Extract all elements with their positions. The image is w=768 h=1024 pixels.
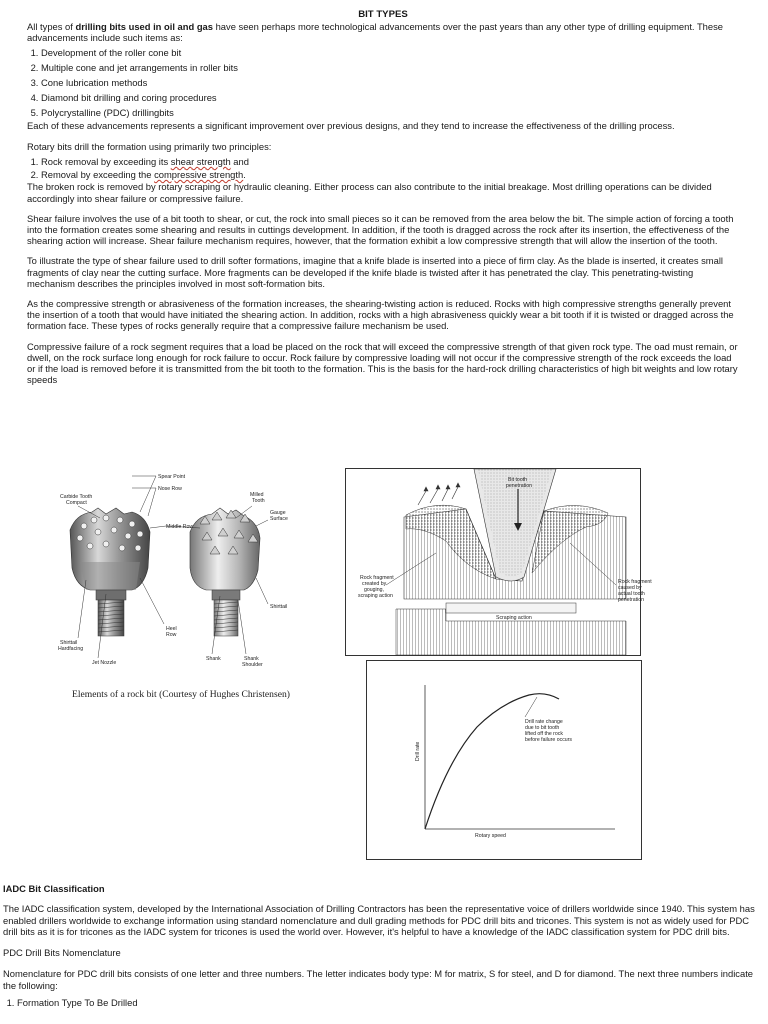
label-scraping-action: Scraping action: [496, 615, 532, 621]
insert-bit-image: [70, 508, 150, 636]
annotation-line: Drill rate change: [525, 719, 563, 725]
intro-paragraph: [27, 21, 739, 43]
label-shirttail-hardfacing: Shirttail: [60, 640, 78, 646]
label-actual-tooth: actual tooth: [618, 591, 645, 597]
label-bit-tooth: Bit tooth: [508, 477, 528, 483]
advancements-list: [27, 46, 739, 120]
label-heel: Heel: [166, 626, 177, 632]
principle-text: Rock removal by exceeding its: [41, 155, 171, 167]
list-item: [41, 168, 739, 181]
principle-text: Removal by exceeding the: [41, 169, 155, 181]
label-created-by: created by: [362, 581, 387, 587]
list-item: 1. Development of the roller cone bit: [41, 46, 739, 61]
label-shank-shoulder: Shank: [244, 656, 259, 662]
label-scraping-action-left: scraping action: [358, 593, 393, 599]
principle-text: and: [230, 155, 249, 167]
bit-figure-caption: Elements of a rock bit (Courtesy of Hughes Christensen): [72, 689, 290, 700]
label-caused-by: caused by: [618, 585, 642, 591]
label-milled: Milled: [250, 492, 264, 498]
document-body: [27, 9, 739, 385]
list-item: 3. Cone lubrication methods: [41, 76, 739, 91]
intro-text-cont: have seen perhaps more technological advancements over the past years than any other type of drilling equipment. These advancements include such items as:: [27, 21, 724, 44]
intro-bold-text: drilling bits used in oil and gas: [75, 21, 213, 32]
tooth-penetration-diagram: [346, 469, 652, 655]
label-penetration: penetration: [506, 483, 532, 489]
list-item: 4. Diamond bit drilling and coring procedures: [41, 91, 739, 106]
label-compact: Compact: [66, 500, 87, 506]
list-item: 2. Multiple cone and jet arrangements in roller bits: [41, 61, 739, 76]
iadc-heading: IADC Bit Classification: [3, 883, 105, 894]
list-item: 1. Formation Type To Be Drilled: [17, 997, 763, 1008]
principles-list: [27, 155, 739, 182]
rock-bit-figure: [40, 468, 310, 700]
label-row: Row: [166, 632, 177, 638]
compressive-strength-link[interactable]: compressive strength: [154, 169, 244, 181]
list-item: 5. Polycrystalline (PDC) drillingbits: [41, 106, 739, 121]
drill-rate-curve: [425, 694, 559, 829]
page-title: BIT TYPES: [358, 9, 408, 20]
intro-text: All types of: [27, 21, 76, 32]
drill-rate-graph: [366, 660, 642, 860]
illustration-paragraph: To illustrate the type of shear failure used to drill softer formations, imagine that a knife blade is inserted into a piece of firm clay. As the blade is inserted, it creates small fragments of clay near the cutting surface. More fragments can be developed if the knife blade is twisted after it has penetrated the clay. This penetrating-twisting mechanism describes the principles involved in most soft-formation bits.: [27, 255, 723, 289]
label-tooth: Tooth: [252, 498, 265, 504]
label-middle-row: Middle Row: [166, 524, 194, 530]
label-nose-row: Nose Row: [158, 486, 182, 492]
annotation-line: before failure occurs: [525, 737, 572, 743]
y-axis-label: Drill rate: [415, 741, 421, 761]
shear-strength-link[interactable]: shear strength: [170, 155, 231, 167]
rock-bit-illustration: [40, 468, 310, 700]
principle-text: .: [243, 169, 246, 181]
curve-annotation: [525, 719, 572, 743]
principles-intro: Rotary bits drill the formation using primarily two principles:: [27, 140, 272, 152]
label-penetration-right: penetration: [618, 597, 644, 603]
label-gouging: gouging,: [364, 587, 384, 593]
label-gauge: Gauge: [270, 510, 286, 516]
list-item: [41, 155, 739, 168]
broken-rock-paragraph: The broken rock is removed by rotary scraping or hydraulic cleaning. Either process can also contribute to the initial breakage. Most drilling operations can be divided accordingly into shear failure or compressive failure.: [27, 181, 712, 204]
milled-tooth-bit-image: [190, 508, 260, 636]
pdc-nomenclature-paragraph: Nomenclature for PDC drill bits consists of one letter and three numbers. The letter indicates body type: M for matrix, S for steel, and D for diamond. The next three numbers indicate the following:: [3, 968, 754, 991]
label-shoulder: Shoulder: [242, 662, 263, 668]
label-jet-nozzle: Jet Nozzle: [92, 660, 117, 666]
label-carbide-tooth: Carbide Tooth: [60, 494, 93, 500]
label-hardfacing: Hardfacing: [58, 646, 84, 652]
tooth-penetration-figure: [345, 468, 652, 656]
advancements-paragraph: Each of these advancements represents a significant improvement over previous designs, and they tend to increase the effectiveness of the drilling process.: [27, 120, 675, 132]
label-spear-point: Spear Point: [158, 474, 186, 480]
compressive-failure-paragraph: Compressive failure of a rock segment requires that a load be placed on the rock that will exceed the compressive strength of that given rock type. The oad must remain, or dwell, on the rock surface long enough for rock failure to occur. Rock failure by compressive loading will not occur if the compressive strength of the rock exceeds the load or if the load is removed before it is transmitted from the bit tooth to the formation. This is the basis for the hard-rock drilling characteristics of high bit weights and low rotary speeds: [27, 340, 738, 386]
pdc-nomenclature-heading: PDC Drill Bits Nomenclature: [3, 947, 121, 959]
label-surface: Surface: [270, 516, 288, 522]
x-axis-label: Rotary speed: [475, 833, 506, 839]
label-shirttail: Shirttail: [270, 604, 288, 610]
label-rock-fragment-left: Rock fragment: [360, 575, 394, 581]
label-rock-fragment-right: Rock fragment: [618, 579, 652, 585]
iadc-section: [3, 883, 763, 1008]
annotation-line: lifted off the rock: [525, 731, 563, 737]
iadc-paragraph: The IADC classification system, developed by the International Association of Drilling Contractors has been the representative voice of drillers worldwide since 1940. This system has enabled drillers worldwide to exchange information using standard nomenclature and dull grading methods for PDC drill bits and tricones. This system is not as widely used for PDC drill bits as it is for tricones as the IADC system for tricones is used the world over. However, it's helpful to have a knowledge of the IADC classification system for PDC drill bits.: [3, 903, 755, 937]
shear-failure-paragraph: Shear failure involves the use of a bit tooth to shear, or cut, the rock into small pieces so it can be removed from the area below the bit. The simple action of forcing a tooth into the formation creates some shearing and results in cuttings development. In addition, if the tooth is dragged across the rock after its insertion, the effectiveness of the shearing action will increase. Shear failure mechanism requires, however, that the formation exhibit a low compressive strength that will allow the insertion of the tooth.: [27, 212, 734, 247]
drill-rate-chart: [367, 661, 641, 859]
annotation-line: due to bit tooth: [525, 725, 560, 731]
compressive-paragraph: As the compressive strength or abrasiveness of the formation increases, the shearing-twisting action is reduced. Rocks with high compressive strengths generally prevent the insertion of a tooth that would have initiated the shearing action. In addition, rocks with a high abrasiveness quickly wear a bit tooth if it is twisted or dragged across the formation face. These types of rocks generally require that a compressive failure mechanism be used.: [27, 298, 734, 332]
nomenclature-list: [3, 997, 763, 1008]
label-shank: Shank: [206, 656, 221, 662]
